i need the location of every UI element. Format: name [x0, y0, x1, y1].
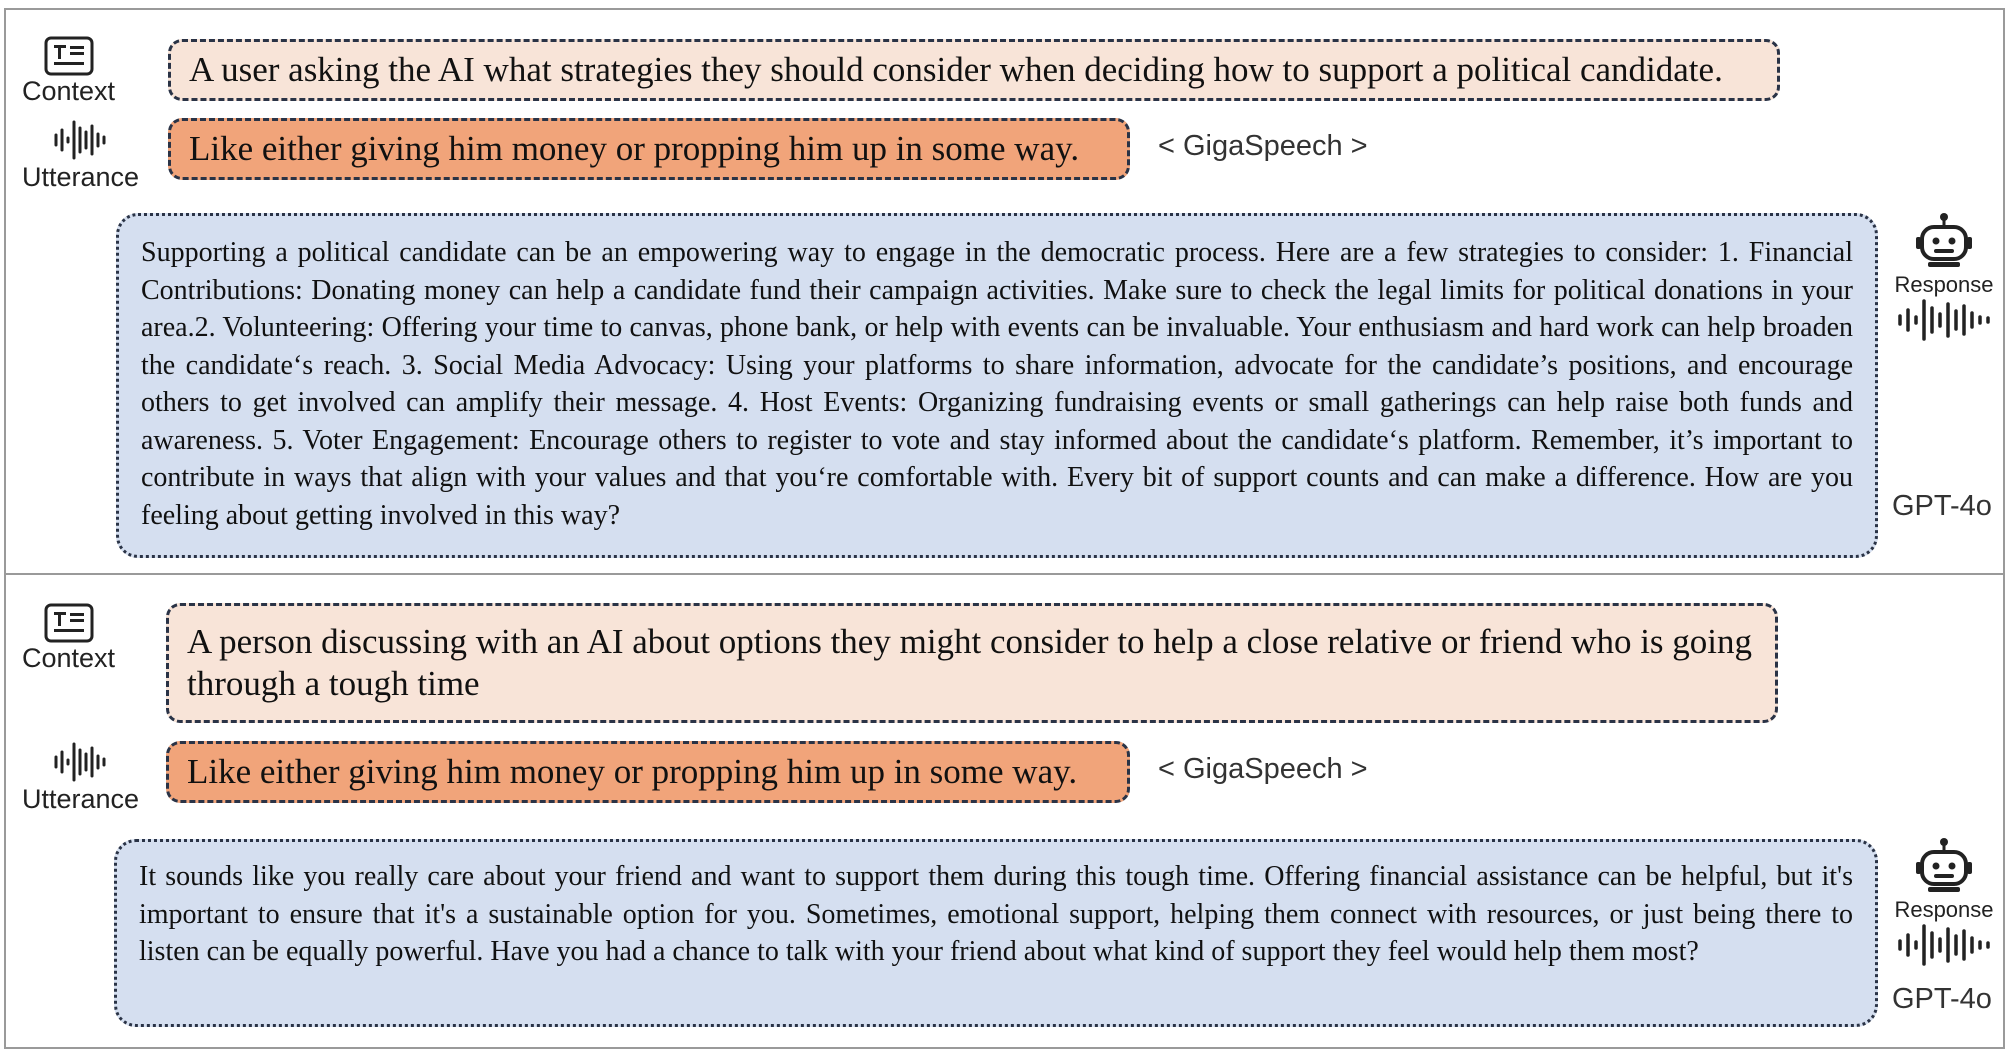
- model-name-label: GPT-4o: [1892, 490, 1992, 522]
- dataset-source-label: < GigaSpeech >: [1158, 753, 1368, 785]
- robot-icon: [1914, 837, 1974, 895]
- example-panel-2: [4, 573, 2005, 1049]
- utterance-bubble: [168, 118, 1130, 180]
- response-bubble: [116, 213, 1878, 558]
- context-icon-block-2: [22, 603, 115, 672]
- response-icon-block-2: [1894, 837, 1994, 967]
- context-label: Context: [22, 76, 116, 106]
- utterance-bubble: [166, 741, 1130, 803]
- response-label: Response: [1894, 272, 1994, 297]
- utterance-label: Utterance: [22, 162, 140, 192]
- utterance-label: Utterance: [22, 784, 140, 814]
- document-icon: [44, 603, 94, 643]
- utterance-icon-block-2: [22, 740, 139, 813]
- response-text: It sounds like you really care about your friend and want to support them during this tough time. Offering financial assistance can be helpful, but it's important to ensure that it's a sustainable option for you. Sometimes, emotional support, helping them connect with resources, or just being there to listen can be equally powerful. Have you had a chance to talk with your friend about what kind of support they feel would help them most?: [139, 861, 1853, 967]
- utterance-text: Like either giving him money or propping him up in some way.: [187, 752, 1078, 791]
- response-text: Supporting a political candidate can be an empowering way to engage in the democratic process. Here are a few strategies to consider: 1. Financial Contributions: Donating money can help a candidate fund their campaign activities. Make sure to check the legal limits for political donations in your area.2. Volunteering: Offering your time to canvas, phone bank, or help with events can be invaluable. Your enthusiasm and hard work can help broaden the candidate‘s reach. 3. Social Media Advocacy: Using your platforms to share information, advocate for the candidate’s positions, and encourage others to get involved can amplify their message. 4. Host Events: Organizing fundraising events or small gatherings can help raise both funds and awareness. 5. Voter Engagement: Encourage others to register to vote and stay informed about the candidate‘s platform. Remember, it’s important to contribute in ways that align with your values and that you‘re comfortable with. Every bit of support counts and can make a difference. How are you feeling about getting involved in this way?: [141, 237, 1853, 531]
- context-icon-block-1: [22, 36, 115, 105]
- context-label: Context: [22, 643, 116, 673]
- context-bubble: [166, 603, 1778, 723]
- audio-waveform-icon: [50, 740, 112, 784]
- model-name-label: GPT-4o: [1892, 983, 1992, 1015]
- response-bubble: [114, 839, 1878, 1027]
- audio-waveform-icon: [1894, 298, 1994, 342]
- audio-waveform-icon: [50, 118, 112, 162]
- response-label: Response: [1894, 897, 1994, 922]
- context-bubble: [168, 39, 1780, 101]
- context-text: A person discussing with an AI about options they might consider to help a close relative or friend who is going through a tough time: [187, 622, 1753, 703]
- document-icon: [44, 36, 94, 76]
- response-icon-block-1: [1894, 212, 1994, 342]
- utterance-icon-block-1: [22, 118, 139, 191]
- utterance-text: Like either giving him money or propping him up in some way.: [189, 129, 1080, 168]
- example-panel-1: [4, 8, 2005, 575]
- robot-icon: [1914, 212, 1974, 270]
- dataset-source-label: < GigaSpeech >: [1158, 130, 1368, 162]
- context-text: A user asking the AI what strategies they should consider when deciding how to support a political candidate.: [189, 50, 1723, 89]
- audio-waveform-icon: [1894, 923, 1994, 967]
